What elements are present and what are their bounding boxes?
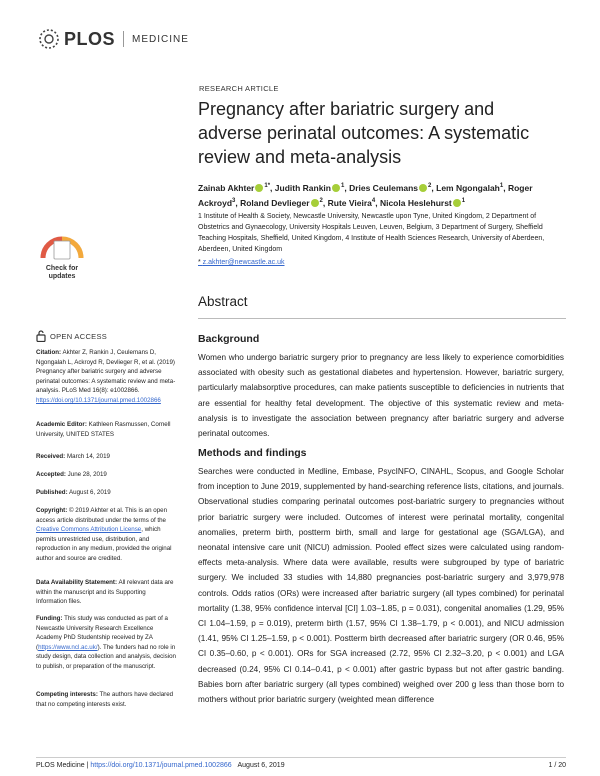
author-affiliation-mark: 1 <box>461 197 466 204</box>
footer-journal: PLOS Medicine <box>36 762 85 769</box>
plos-logo <box>38 28 189 50</box>
published-date: Published: August 6, 2019 <box>36 489 111 496</box>
footer-separator: | <box>86 762 89 769</box>
author-name[interactable]: Roland Devlieger <box>240 197 310 208</box>
footer-divider <box>36 757 566 758</box>
author-name[interactable]: Rute Vieira <box>327 197 372 208</box>
journal-name: MEDICINE <box>132 33 189 45</box>
open-lock-icon <box>36 330 46 342</box>
citation-block: Citation: Akhter Z, Rankin J, Ceulemans D, Ngongalah L, Ackroyd R, Devlieger R, et al. (2019) Pregnancy after bariatric surgery and adverse perinatal outcomes: A systematic review and meta-analysis. PLoS Med 16(8): e1002866. https://doi.org/10.1371/journal.pmed.1002866 <box>36 349 176 404</box>
methods-text: Searches were conducted in Medline, Embase, PsycINFO, CINAHL, Scopus, and Google Scholar from inception to June 2019, supplemented by hand-searching reference lists, citations, and journals. Observational studies comparing perinatal outcomes post-bariatric surgery to pregnancies without prior bariatric surgery were included. Outcomes of interest were perinatal mortality, congenital anomalies, preterm birth, postterm birth, small and large for gestational age (SGA/LGA), and neonatal intensive care unit (NICU) admission. Pooled effect sizes were calculated using random-effects meta-analysis. Where data were available, results were subgrouped by type of bariatric surgery. We included 33 studies with 14,880 pregnancies post-bariatric surgery and 3,979,978 controls. Odds ratios (ORs) were increased after bariatric surgery (all types combined) for perinatal mortality (1.38, 95% confidence interval [CI] 1.03–1.85, p = 0.031), congenital anomalies (1.29, 95% CI 1.04–1.59, p = 0.019), preterm birth (1.57, 95% CI 1.38–1.79, p < 0.001), and NICU admission (1.41, 95% CI 1.25–1.59, p < 0.001). Postterm birth decreased after bariatric surgery (OR 0.46, 95% CI 0.35–0.60, p < 0.001). ORs for SGA increased (2.72, 95% CI 2.32–3.20, p < 0.001) and LGA decreased (0.24, 95% CI 0.14–0.41, p < 0.001) after gastric bypass but not after gastric banding. Babies born after bariatric surgery (all types combined) weighed over 200 g less than those born to mothers without prior bariatric surgery (weighted mean difference <box>198 467 564 705</box>
logo-separator <box>123 31 124 47</box>
open-access-badge: OPEN ACCESS <box>36 330 107 342</box>
author-list: Zainab Akhter $^{1*}$, Judith Rankin $^1$, Dries Ceulemans $^2$, Lem Ngongalah$^1$, Roger Ackroyd$^3$, Roland Devlieger $^2$, Rute Vieira$^4$, Nicola Heslehurst $^1$ <box>198 182 533 208</box>
page-number: 1 / 20 <box>548 762 566 769</box>
citation-doi-link[interactable]: https://doi.org/10.1371/journal.pmed.1002866 <box>36 396 161 404</box>
page-footer <box>36 762 285 769</box>
author-affiliation-mark: 1 <box>340 183 345 189</box>
orcid-icon[interactable] <box>311 199 319 207</box>
plos-mark-icon <box>38 28 60 50</box>
author-affiliation-mark: 1* <box>264 183 271 189</box>
methods-heading: Methods and findings <box>198 447 307 459</box>
abstract-heading: Abstract <box>198 294 248 309</box>
author-name[interactable]: Roger Ackroyd <box>198 182 533 208</box>
footer-doi-link[interactable]: https://doi.org/10.1371/journal.pmed.1002866 <box>90 762 232 769</box>
orcid-icon[interactable] <box>255 184 263 192</box>
author-name[interactable]: Dries Ceulemans <box>349 182 419 193</box>
competing-interests: Competing interests: The authors have declared that no competing interests exist. <box>36 691 174 708</box>
data-availability: Data Availability Statement: All relevant data are within the manuscript and its Supporting Information files. <box>36 579 174 606</box>
check-for-updates-label[interactable]: Check for updates <box>45 265 79 280</box>
copyright-block: Copyright: © 2019 Akhter et al. This is an open access article distributed under the terms of the Creative Commons Attribution License, which permits unrestricted use, distribution, and reproduction in any medium, provided the original author and source are credited. <box>36 507 172 562</box>
footer-date: August 6, 2019 <box>237 762 285 769</box>
background-text: Women who undergo bariatric surgery prior to pregnancy are less likely to experience comorbidities associated with obesity such as gestational diabetes and hypertension. However, bariatric surgery, particularly malabsorptive procedures, can make patients susceptible to deficiencies in nutrients that are essential for healthy fetal development. The objective of this systematic review and meta-analysis is to investigate the association between pregnancy after bariatric surgery and adverse perinatal outcomes. <box>198 353 564 439</box>
author-name[interactable]: Judith Rankin <box>274 182 331 193</box>
author-name[interactable]: Zainab Akhter <box>198 182 255 193</box>
orcid-icon[interactable] <box>453 199 461 207</box>
author-name[interactable]: Lem Ngongalah <box>436 182 500 193</box>
corresponding-email[interactable]: * z.akhter@newcastle.ac.uk <box>198 259 285 266</box>
abstract-divider <box>198 318 566 319</box>
author-name[interactable]: Nicola Heslehurst <box>379 197 452 208</box>
author-affiliation-mark: 4 <box>371 197 376 204</box>
orcid-icon[interactable] <box>332 184 340 192</box>
corresponding-star: * <box>198 259 203 266</box>
license-link[interactable]: Creative Commons Attribution License <box>36 526 142 534</box>
received-date: Received: March 14, 2019 <box>36 453 110 460</box>
affiliations: 1 Institute of Health & Society, Newcastle University, Newcastle upon Tyne, United Kingdom, 2 Department of Obstetrics and Gynaecology, University Hospitals Leuven, Leuven, Belgium, 3 Department of Surgery, Sheffield Teaching Hospitals, Sheffield, United Kingdom, 4 Institute of Health Sciences Research, University of Aberdeen, Aberdeen, United Kingdom <box>198 213 545 253</box>
orcid-icon[interactable] <box>419 184 427 192</box>
author-affiliation-mark: 2 <box>428 183 432 189</box>
funding-block: Funding: This study was conducted as part of a Newcastle University Research Excellence Academy PhD Studentship received by ZA (https://www.ncl.ac.uk/). The funders had no role in study design, data collection and analysis, decision to publish, or preparation of the manuscript. <box>36 615 176 670</box>
author-affiliation-mark: 2 <box>319 197 323 204</box>
author-affiliation-mark: 3 <box>232 197 236 204</box>
funding-link[interactable]: https://www.ncl.ac.uk/ <box>38 643 98 651</box>
background-heading: Background <box>198 333 260 345</box>
logo-text: PLOS <box>64 28 116 49</box>
author-affiliation-mark: 1 <box>499 183 504 189</box>
check-for-updates-icon[interactable] <box>35 236 89 292</box>
article-type: RESEARCH ARTICLE <box>199 84 279 93</box>
academic-editor: Academic Editor: Kathleen Rasmussen, Cornell University, UNITED STATES <box>36 421 171 438</box>
accepted-date: Accepted: June 28, 2019 <box>36 471 107 478</box>
article-title: Pregnancy after bariatric surgery and adverse perinatal outcomes: A systematic review and meta-analysis <box>198 99 530 167</box>
